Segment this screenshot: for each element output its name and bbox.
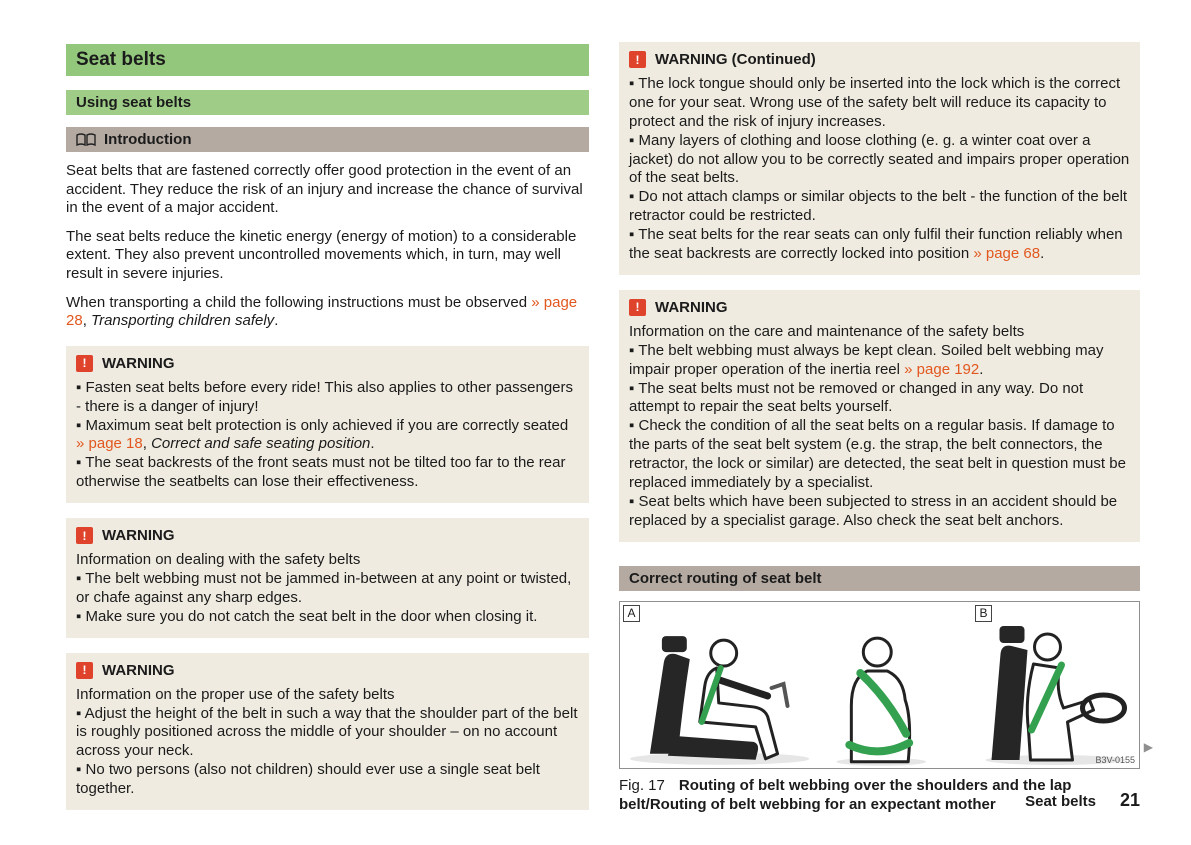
warning-item	[76, 454, 579, 492]
warning-item	[629, 493, 1130, 531]
footer-page-number: 21	[1119, 790, 1140, 810]
paragraph: The seat belts reduce the kinetic energy (energy of motion) to a considerable extent. They also prevent uncontrolled movements which, in turn, may well result in severe injuries.	[66, 227, 577, 282]
warning-item	[629, 132, 1130, 189]
warning-item	[76, 705, 579, 762]
text-run: Fasten seat belts before every ride! This also applies to other passengers - there is a danger of injury!	[76, 378, 573, 415]
page-link-192[interactable]: » page 192	[904, 360, 980, 378]
warning-continued-box	[619, 42, 1140, 275]
warning-item	[76, 379, 579, 417]
page-link-18[interactable]: » page 18	[76, 435, 143, 453]
warning-item	[629, 380, 1130, 418]
italic-run: Correct and safe seating position	[151, 435, 371, 453]
page-title: Seat belts	[66, 44, 589, 76]
figure-panel-b	[972, 602, 1139, 768]
text-run: ,	[142, 435, 152, 453]
warning-icon: !	[76, 662, 93, 679]
right-column	[619, 42, 1140, 815]
warning-intro: Information on the proper use of the safety belts	[76, 685, 395, 703]
warning-header	[629, 51, 1130, 68]
text-run: Seat belts which have been subjected to stress in an accident should be replaced by a specialist garage. Also check the seat belt anchors.	[629, 492, 1118, 529]
warning-item	[629, 342, 1130, 380]
text-run: Many layers of clothing and loose clothing (e. g. a winter coat over a jacket) do not allow you to be correctly seated and impairs proper operation of the seat belts.	[629, 131, 1130, 187]
text-run: The seat backrests of the front seats must not be tilted too far to the rear otherwise the seatbelts can lose their effectiveness.	[76, 454, 566, 491]
text-run: ,	[82, 312, 92, 330]
seat-belt-illustration-a	[620, 602, 969, 768]
warning-title: WARNING	[655, 298, 728, 316]
warning-item	[76, 417, 579, 455]
footer-section-label: Seat belts	[1025, 793, 1096, 810]
text-run: The seat belts must not be removed or changed in any way. Do not attempt to repair the seat belts yourself.	[629, 379, 1084, 416]
text-run: .	[370, 435, 375, 453]
text-run: The lock tongue should only be inserted into the lock which is the correct one for your seat. Wrong use of the safety belt will reduce its capacity to protect and the risk of injury increases.	[629, 75, 1121, 130]
text-run: .	[979, 360, 984, 378]
figure-panel-a	[620, 602, 972, 768]
warning-header	[76, 662, 579, 679]
warning-intro: Information on the care and maintenance of the safety belts	[629, 322, 1025, 340]
warning-item	[76, 608, 579, 627]
warning-icon: !	[629, 51, 646, 68]
figure-code: B3V-0155	[1095, 754, 1135, 765]
panel-label-b: B	[975, 605, 992, 622]
text-run: Maximum seat belt protection is only achieved if you are correctly seated	[85, 416, 569, 434]
warning-title: WARNING (Continued)	[655, 51, 816, 68]
figure-17	[619, 601, 1140, 769]
warning-title: WARNING	[102, 527, 175, 545]
text-run: The belt webbing must always be kept clean. Soiled belt webbing may impair proper operation of the inertia reel	[629, 341, 1104, 378]
page-footer	[1025, 790, 1140, 811]
warning-title: WARNING	[102, 661, 175, 679]
text-run: The belt webbing must not be jammed in-between at any point or twisted, or chafe against any sharp edges.	[76, 569, 572, 606]
warning-item	[629, 226, 1130, 264]
left-column	[66, 44, 589, 810]
warning-header	[629, 299, 1130, 316]
warning-box	[619, 290, 1140, 542]
paragraph	[66, 294, 589, 331]
warning-icon: !	[629, 299, 646, 316]
warning-intro: Information on dealing with the safety belts	[76, 551, 361, 569]
warning-box	[66, 346, 589, 503]
paragraph: Seat belts that are fastened correctly offer good protection in the event of an accident. They reduce the risk of an injury and increase the chance of survival in the event of a major accident.	[66, 162, 583, 217]
panel-label-a: A	[623, 605, 640, 622]
warning-item	[629, 188, 1130, 226]
warning-item	[76, 761, 579, 799]
warning-icon: !	[76, 527, 93, 544]
text-run: .	[1040, 245, 1045, 263]
text-run: No two persons (also not children) should ever use a single seat belt together.	[76, 761, 540, 798]
text-run: .	[274, 312, 279, 330]
warning-item	[76, 570, 579, 608]
warning-header	[76, 527, 579, 544]
text-run: The seat belts for the rear seats can only fulfil their function reliably when the seat backrests are correctly locked into position	[629, 226, 1123, 263]
warning-box	[66, 653, 589, 810]
seat-belt-illustration-b	[972, 602, 1139, 768]
page-link-28[interactable]: » page 28	[66, 293, 578, 330]
figure-number: Fig. 17	[619, 776, 665, 794]
text-run: Do not attach clamps or similar objects to the belt - the function of the belt retractor could be restricted.	[629, 188, 1128, 225]
warning-header	[76, 355, 579, 372]
text-run: When transporting a child the following instructions must be observed	[66, 293, 532, 311]
text-run: Make sure you do not catch the seat belt in the door when closing it.	[85, 607, 538, 625]
warning-icon: !	[76, 355, 93, 372]
routing-heading	[619, 566, 1140, 591]
routing-heading-label: Correct routing of seat belt	[629, 569, 822, 587]
warning-item	[629, 75, 1130, 132]
page-link-68[interactable]: » page 68	[973, 245, 1041, 263]
text-run: Check the condition of all the seat belts on a regular basis. If damage to the parts of the seat belt system (e.g. the strap, the belt connectors, the retractor, the lock or similar) are detected, the seat belt in question must be replaced immediately by a specialist.	[629, 417, 1126, 492]
open-book-icon	[76, 133, 96, 147]
section-title: Using seat belts	[66, 90, 589, 115]
intro-heading-label: Introduction	[104, 131, 192, 148]
text-run: Adjust the height of the belt in such a way that the shoulder part of the belt is roughly positioned across the middle of your shoulder – on no account across your neck.	[76, 704, 578, 760]
intro-heading	[66, 127, 589, 152]
continuation-arrow-icon: ▶	[1143, 740, 1153, 754]
italic-run: Transporting children safely	[91, 312, 275, 330]
warning-item	[629, 417, 1130, 493]
figure-caption-text: Routing of belt webbing over the shoulders and the lap belt/Routing of belt webbing for an expectant mother	[619, 776, 1072, 814]
warning-box	[66, 518, 589, 638]
warning-title: WARNING	[102, 354, 175, 372]
